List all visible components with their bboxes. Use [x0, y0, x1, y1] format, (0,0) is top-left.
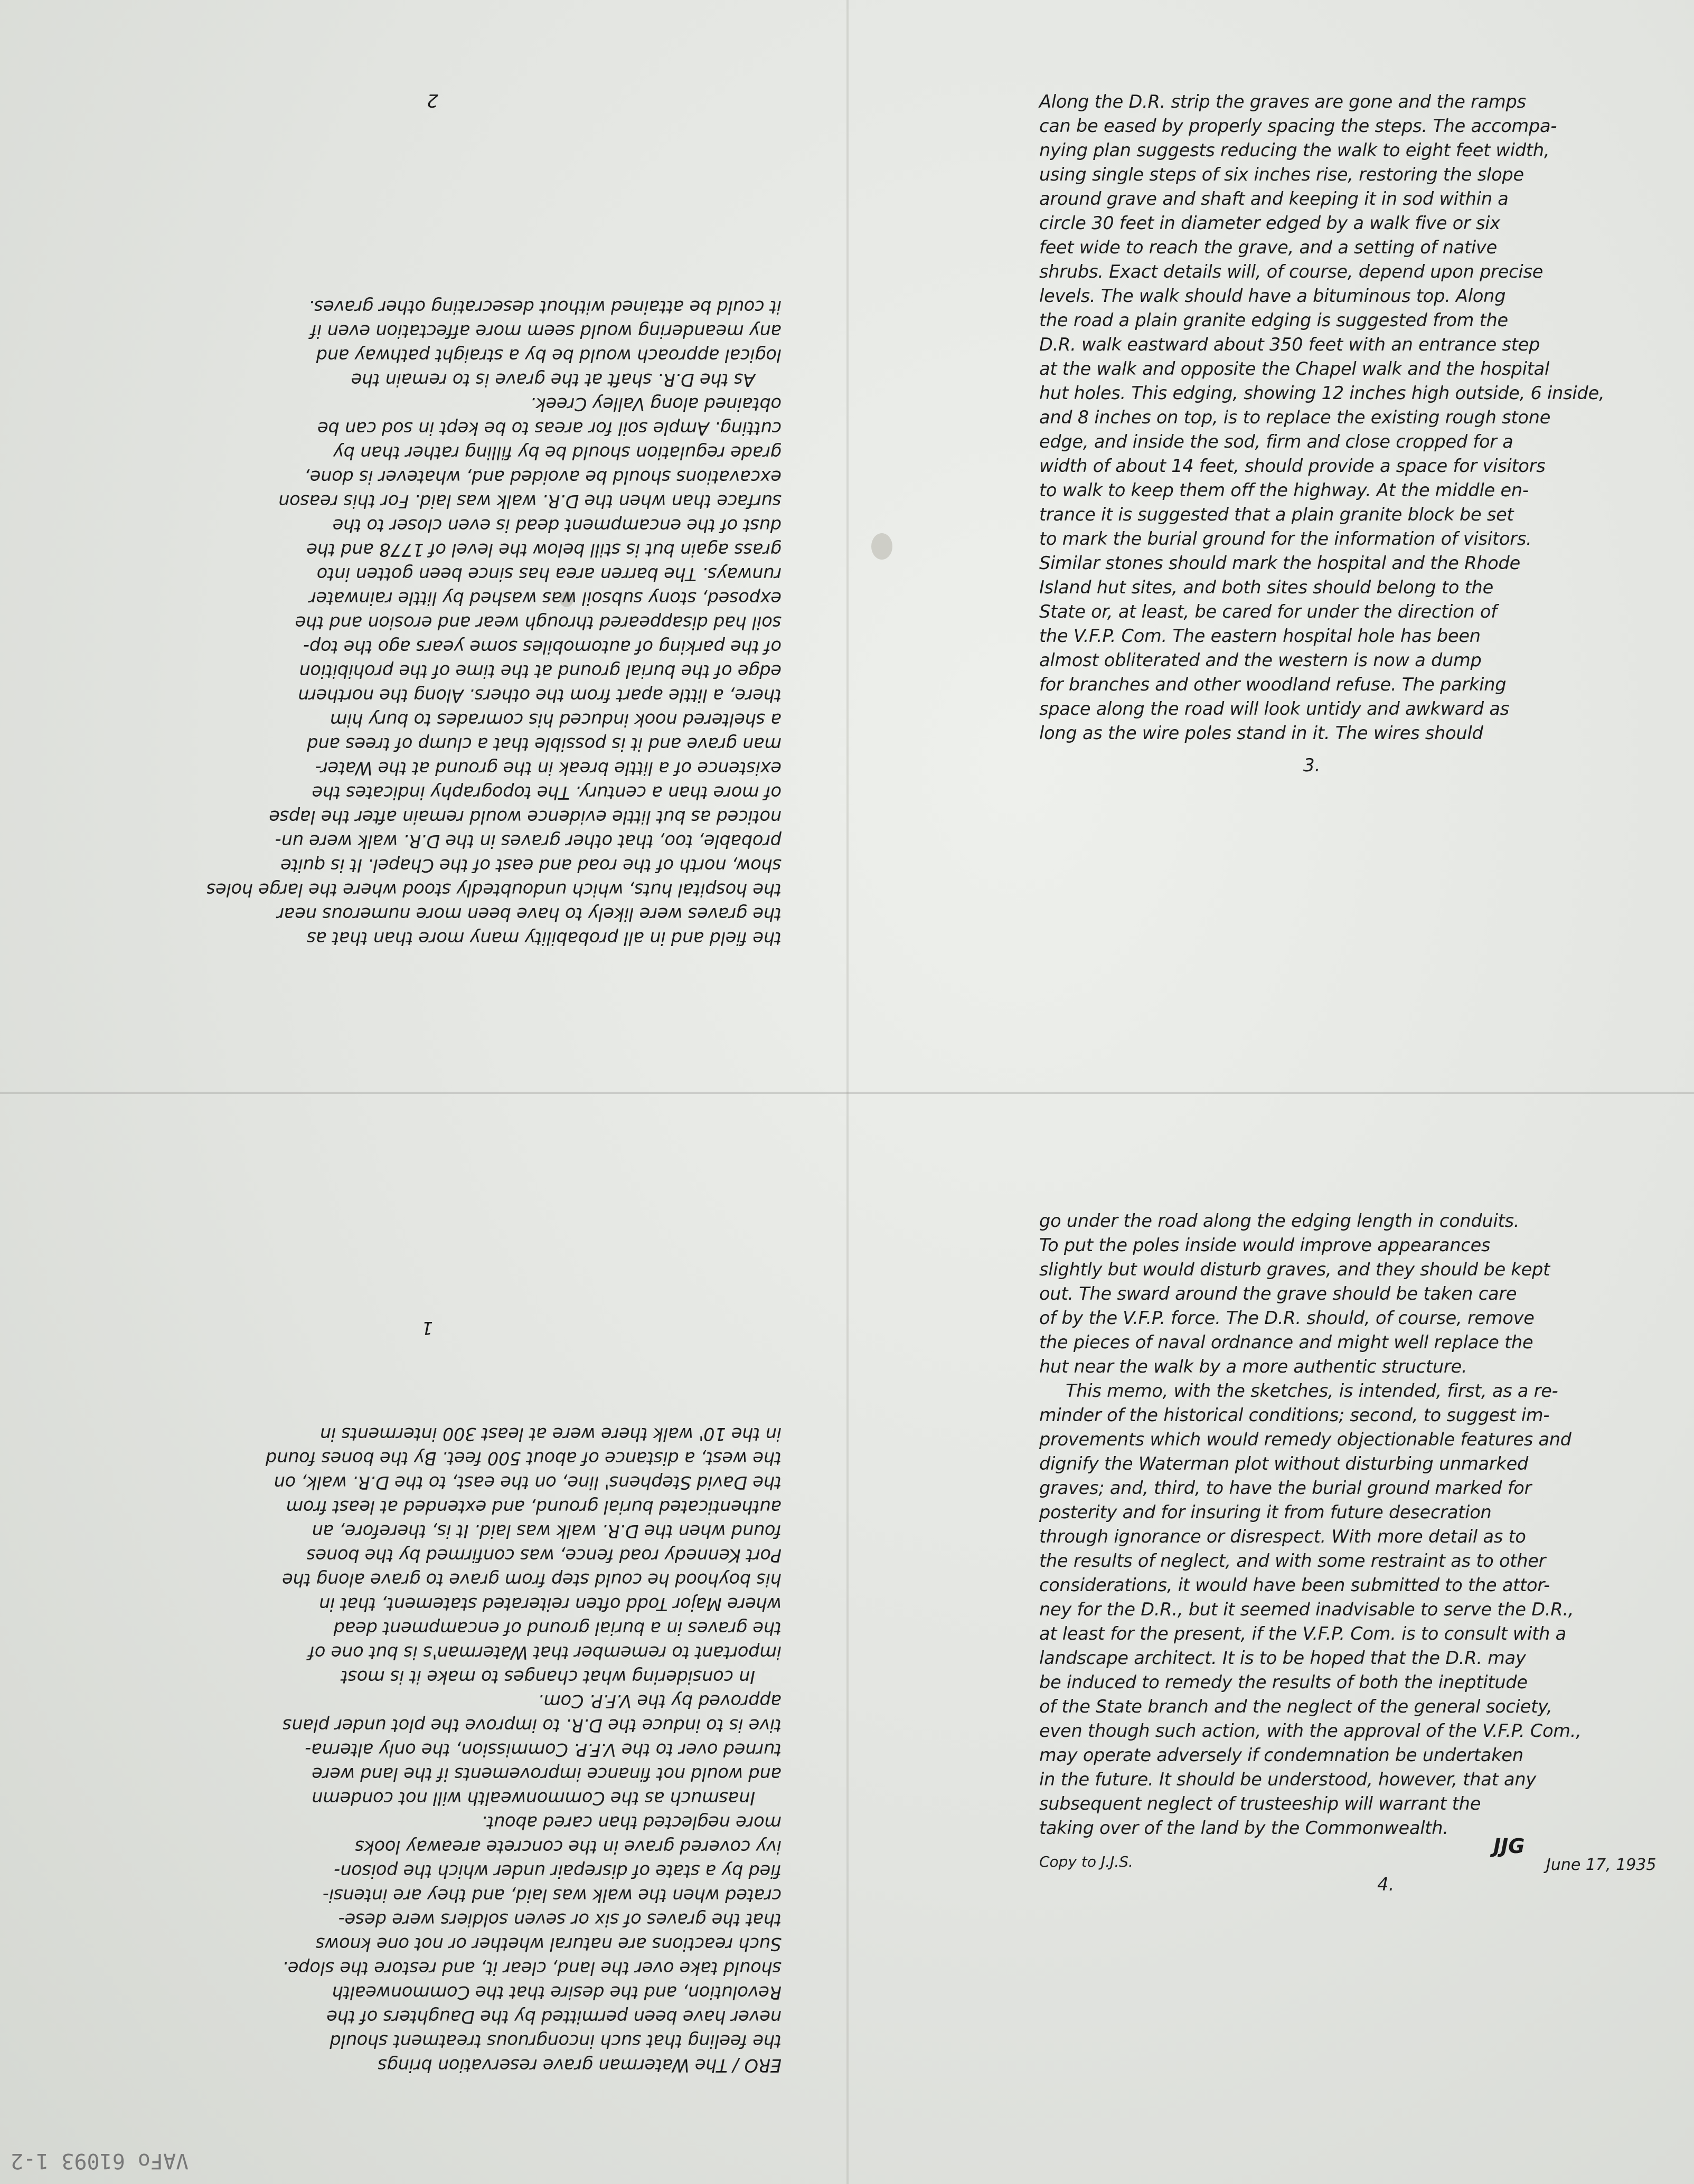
- text-line: around grave and shaft and keeping it in sod within a: [1039, 188, 1509, 209]
- text-line: probable, too, that other graves in the D.R. walk were un-: [275, 831, 782, 852]
- text-line: circle 30 feet in diameter edged by a walk five or six: [1039, 213, 1501, 233]
- text-line: excavations should be avoided and, whatever is done,: [304, 467, 782, 487]
- text-line: Island hut sites, and both sites should belong to the: [1039, 577, 1493, 598]
- text-line: his boyhood he could step from grave to grave along the: [282, 1570, 782, 1590]
- text-line: runways. The barren area has since been gotten into: [316, 564, 782, 584]
- text-line: graves; and, third, to have the burial ground marked for: [1039, 1478, 1532, 1498]
- text-line: authenticated burial ground, and extended at least from: [286, 1497, 782, 1517]
- text-line: the feeling that such incongruous treatment should: [330, 2031, 782, 2051]
- text-line: where Major Todd often reiterated statement, that in: [319, 1594, 782, 1614]
- text-line: more neglected than cared about.: [481, 1812, 782, 1833]
- text-line: almost obliterated and the western is now a dump: [1039, 650, 1482, 670]
- page-1-text: [48, 1422, 782, 2077]
- text-line: shrubs. Exact details will, of course, depend upon precise: [1039, 261, 1544, 282]
- text-line: the results of neglect, and with some restraint as to other: [1039, 1550, 1546, 1571]
- text-line: of more than a century. The topography indicates the: [312, 782, 782, 803]
- text-line: important to remember that Waterman's is but one of: [308, 1642, 782, 1663]
- text-line: dust of the encampment dead is even closer to the: [332, 515, 782, 536]
- page-1: [48, 1180, 782, 2077]
- text-line: even though such action, with the approval of the V.F.P. Com.,: [1039, 1720, 1582, 1741]
- text-line: obtained along Valley Creek.: [530, 394, 782, 414]
- text-line: tive is to induce the D.R. to improve the plot under plans: [283, 1715, 782, 1736]
- text-line: Along the D.R. strip the graves are gone and the ramps: [1039, 91, 1526, 112]
- text-line: provements which would remedy objectionable features and: [1039, 1429, 1571, 1450]
- signature-date: June 17, 1935: [1546, 1856, 1657, 1874]
- text-line: at the walk and opposite the Chapel walk and the hospital: [1039, 358, 1550, 379]
- page-3: [1039, 90, 1641, 987]
- text-line: out. The sward around the grave should be taken care: [1039, 1283, 1517, 1304]
- text-line: turned over to the V.F.P. Commission, the only alterna-: [305, 1739, 782, 1760]
- text-line: a sheltered nook induced his comrades to bury him: [330, 710, 782, 730]
- text-line: it could be attained without desecrating other graves.: [308, 297, 782, 317]
- text-line: the hospital huts, which undoubtedly stood where the large holes: [206, 880, 782, 900]
- text-line: show, north of the road and east of the Chapel. It is quite: [280, 855, 782, 876]
- text-line: existence of a little break in the ground at the Water-: [315, 758, 782, 779]
- header-mark: ERO / The Waterman grave reservation brings: [378, 2055, 782, 2076]
- text-line: cutting. Ample soil for areas to be kept in sod can be: [317, 418, 782, 439]
- stain-spot: [871, 533, 892, 560]
- text-line: using single steps of six inches rise, restoring the slope: [1039, 164, 1524, 185]
- text-line: never have been permitted by the Daughters of the: [326, 2007, 782, 2027]
- text-line: through ignorance or disrespect. With more detail as to: [1039, 1526, 1526, 1547]
- text-line: space along the road will look untidy and awkward as: [1039, 698, 1509, 719]
- text-line: the V.F.P. Com. The eastern hospital hole has been: [1039, 626, 1481, 646]
- text-line: and 8 inches on top, is to replace the existing rough stone: [1039, 407, 1551, 428]
- text-line: landscape architect. It is to be hoped that the D.R. may: [1039, 1648, 1526, 1668]
- text-line: This memo, with the sketches, is intended, first, as a re-: [1066, 1381, 1558, 1401]
- text-line: can be eased by properly spacing the steps. The accompa-: [1039, 116, 1557, 136]
- text-line: considerations, it would have been submitted to the attor-: [1039, 1575, 1550, 1595]
- text-line: Port Kennedy road fence, was confirmed by the bones: [306, 1545, 782, 1566]
- text-line: of the parking of automobiles some years ago the top-: [303, 637, 782, 657]
- text-line: long as the wire poles stand in it. The wires should: [1039, 723, 1483, 743]
- initials-signature: JJG: [1493, 1835, 1525, 1858]
- text-line: hut near the walk by a more authentic structure.: [1039, 1356, 1467, 1377]
- text-line: go under the road along the edging length in conduits.: [1039, 1211, 1520, 1231]
- text-line: of by the V.F.P. force. The D.R. should, of course, remove: [1039, 1308, 1535, 1328]
- text-line: exposed, stony subsoil was washed by little rainwater: [309, 588, 782, 609]
- text-line: Similar stones should mark the hospital and the Rhode: [1039, 553, 1520, 573]
- text-line: approved by the V.F.P. Com.: [538, 1691, 782, 1712]
- text-line: the David Stephens' line, on the east, to the D.R. walk, on: [274, 1472, 782, 1493]
- text-line: grass again but is still below the level of 1778 and the: [306, 540, 782, 560]
- text-line: found when the D.R. walk was laid. It is, therefore, an: [312, 1521, 782, 1542]
- text-line: To put the poles inside would improve appearances: [1039, 1235, 1491, 1255]
- text-line: subsequent neglect of trusteeship will warrant the: [1039, 1793, 1481, 1814]
- text-line: may operate adversely if condemnation be undertaken: [1039, 1745, 1523, 1765]
- text-line: any meandering would seem more affectation even if: [310, 321, 782, 342]
- page-2: [48, 79, 782, 950]
- text-line: the graves were likely to have been more numerous near: [277, 904, 782, 924]
- text-line: hut holes. This edging, showing 12 inches high outside, 6 inside,: [1039, 383, 1605, 403]
- text-line: width of about 14 feet, should provide a space for visitors: [1039, 456, 1546, 476]
- text-line: grade regulation should be by filling rather than by: [333, 442, 782, 463]
- text-line: trance it is suggested that a plain granite block be set: [1039, 504, 1514, 525]
- text-line: for branches and other woodland refuse. The parking: [1039, 674, 1507, 695]
- text-line: minder of the historical conditions; second, to suggest im-: [1039, 1405, 1550, 1425]
- text-line: Such reactions are natural whether or not one knows: [315, 1934, 782, 1954]
- text-line: edge, and inside the sod, firm and close cropped for a: [1039, 431, 1513, 452]
- text-line: ivy covered grave in the concrete areaway looks: [355, 1837, 782, 1857]
- page-number: 2: [427, 90, 438, 111]
- text-line: edge of the burial ground at the time of the prohibition: [299, 661, 782, 682]
- page-4-text: [1039, 1209, 1662, 1840]
- text-line: the west, a distance of about 500 feet. By the bones found: [266, 1448, 782, 1469]
- text-line: be induced to remedy the results of both the ineptitude: [1039, 1672, 1528, 1693]
- vertical-fold-line: [846, 0, 849, 2184]
- text-line: the graves in a burial ground of encampment dead: [333, 1618, 782, 1639]
- text-line: feet wide to reach the grave, and a setting of native: [1039, 237, 1498, 258]
- text-line: ney for the D.R., but it seemed inadvisable to serve the D.R.,: [1039, 1599, 1574, 1620]
- text-line: to mark the burial ground for the information of visitors.: [1039, 528, 1532, 549]
- text-line: posterity and for insuring it from future desecration: [1039, 1502, 1492, 1523]
- text-line: Revolution, and the desire that the Commonwealth: [332, 1982, 782, 2003]
- text-line: soil had disappeared through wear and erosion and the: [295, 612, 782, 633]
- text-line: to walk to keep them off the highway. At the middle en-: [1039, 480, 1529, 500]
- text-line: of the State branch and the neglect of the general society,: [1039, 1696, 1552, 1717]
- text-line: the field and in all probability many more than that as: [307, 928, 782, 949]
- text-line: slightly but would disturb graves, and they should be kept: [1039, 1259, 1550, 1280]
- text-line: in the 10' walk there were at least 300 interments in: [320, 1424, 782, 1444]
- text-line: that the graves of six or seven soldiers were dese-: [338, 1909, 782, 1930]
- text-line: levels. The walk should have a bituminous top. Along: [1039, 286, 1506, 306]
- text-line: in the future. It should be understood, however, that any: [1039, 1769, 1536, 1790]
- archive-mark: VAFo 61093 1-2: [11, 2149, 189, 2173]
- text-line: fied by a state of disrepair under which the poison-: [334, 1861, 782, 1882]
- text-line: In considering what changes to make it is most: [341, 1667, 755, 1687]
- page-4: [1039, 1209, 1662, 2106]
- text-line: there, a little apart from the others. Along the northern: [298, 685, 782, 706]
- text-line: man grave and it is possible that a clump of trees and: [307, 734, 782, 754]
- text-line: at least for the present, if the V.F.P. Com. is to consult with a: [1039, 1623, 1566, 1644]
- page-number: 4.: [1377, 1874, 1395, 1895]
- text-line: surface than when the D.R. walk was laid. For this reason: [278, 491, 782, 512]
- text-line: the pieces of naval ordnance and might well replace the: [1039, 1332, 1533, 1353]
- page-number: 1: [421, 1317, 433, 1338]
- text-line: logical approach would be by a straight pathway and: [316, 345, 782, 366]
- text-line: D.R. walk eastward about 350 feet with an entrance step: [1039, 334, 1540, 355]
- text-line: State or, at least, be cared for under the direction of: [1039, 601, 1497, 622]
- text-line: dignify the Waterman plot without disturbing unmarked: [1039, 1453, 1529, 1474]
- text-line: Inasmuch as the Commonwealth will not condemn: [312, 1788, 755, 1809]
- text-line: the road a plain granite edging is suggested from the: [1039, 310, 1508, 330]
- text-line: crated when the walk was laid, and they are intensi-: [323, 1885, 782, 1906]
- text-line: nying plan suggests reducing the walk to eight feet width,: [1039, 140, 1550, 160]
- copy-note: Copy to J.J.S.: [1039, 1853, 1133, 1870]
- text-line: As the D.R. shaft at the grave is to remain the: [351, 370, 755, 390]
- page-3-text: [1039, 90, 1641, 745]
- page-2-text: [48, 295, 782, 950]
- text-line: should take over the land, clear it, and restore the slope.: [282, 1958, 782, 1979]
- page-number: 3.: [1303, 755, 1321, 776]
- text-line: noticed as but little evidence would remain after the lapse: [269, 807, 782, 827]
- text-line: and would not finance improvements if the land were: [312, 1764, 782, 1784]
- text-line: taking over of the land by the Commonwealth.: [1039, 1818, 1448, 1838]
